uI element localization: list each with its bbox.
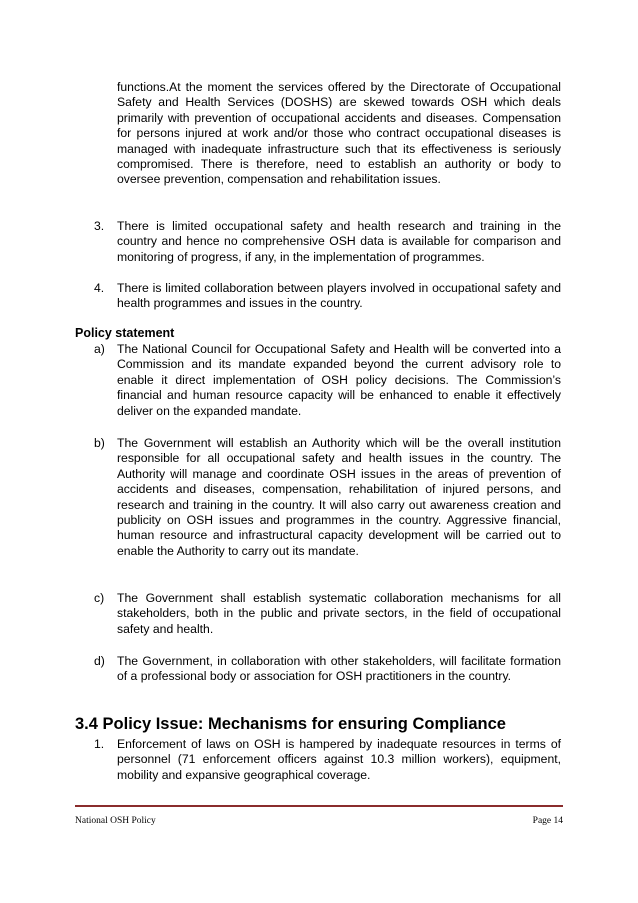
policy-item-letter: b) bbox=[94, 436, 105, 450]
page-number: Page 14 bbox=[532, 816, 563, 826]
policy-item-letter: a) bbox=[94, 342, 105, 356]
issue-number: 4. bbox=[94, 281, 105, 295]
continuation-paragraph: functions.At the moment the services offered by the Directorate of Occupational Safety and Health Services (DOSHS) are skewed towards OSH which deals primarily with prevention of occupational accidents and diseases. Compensation for persons injured at work and/or those who contract occupational diseases is managed with inadequate infrastructure such that its effectiveness is seriously compromised. There is therefore, need to establish an authority or body to oversee prevention, compensation and rehabilitation issues. bbox=[117, 80, 561, 187]
policy-item-letter: d) bbox=[94, 654, 105, 668]
policy-item-text: The National Council for Occupational Safety and Health will be converted into a Commission and its mandate expanded beyond the current advisory role to enable it direct implementation of OSH policy decisions. The Commission’s financial and human resource capacity will be enhanced to enable it effectively deliver on the expanded mandate. bbox=[117, 342, 561, 418]
policy-item-text: The Government, in collaboration with other stakeholders, will facilitate formation of a professional body or association for OSH practitioners in the country. bbox=[117, 654, 561, 684]
issue-number: 3. bbox=[94, 219, 105, 233]
section-heading: 3.4 Policy Issue: Mechanisms for ensuring Compliance bbox=[75, 715, 506, 733]
section-item-text: Enforcement of laws on OSH is hampered by inadequate resources in terms of personnel (71 enforcement officers against 10.3 million workers), equipment, mobility and expansive geographical coverage. bbox=[117, 737, 561, 782]
footer-title: National OSH Policy bbox=[75, 816, 156, 826]
issue-text: There is limited occupational safety and health research and training in the country and hence no comprehensive OSH data is available for comparison and monitoring of progress, if any, in the implementation of programmes. bbox=[117, 219, 561, 264]
policy-item-text: The Government will establish an Authority which will be the overall institution responsible for all occupational safety and health issues in the country. The Authority will manage and coordinate OSH issues in the areas of prevention of accidents and diseases, compensation, rehabilitation of injured persons, and research and training in the country. It will also carry out awareness creation and publicity on OSH issues and programmes in the country. Aggressive financial, human resource and infrastructural capacity development will be carried out to enable the Authority to carry out its mandate. bbox=[117, 436, 561, 558]
section-item-number: 1. bbox=[94, 737, 105, 751]
issue-text: There is limited collaboration between players involved in occupational safety and health programmes and issues in the country. bbox=[117, 281, 561, 311]
footer-divider bbox=[75, 805, 563, 807]
policy-item-text: The Government shall establish systematic collaboration mechanisms for all stakeholders, both in the public and private sectors, in the field of occupational safety and health. bbox=[117, 591, 561, 636]
policy-statement-heading: Policy statement bbox=[75, 326, 175, 340]
policy-item-letter: c) bbox=[94, 591, 105, 605]
